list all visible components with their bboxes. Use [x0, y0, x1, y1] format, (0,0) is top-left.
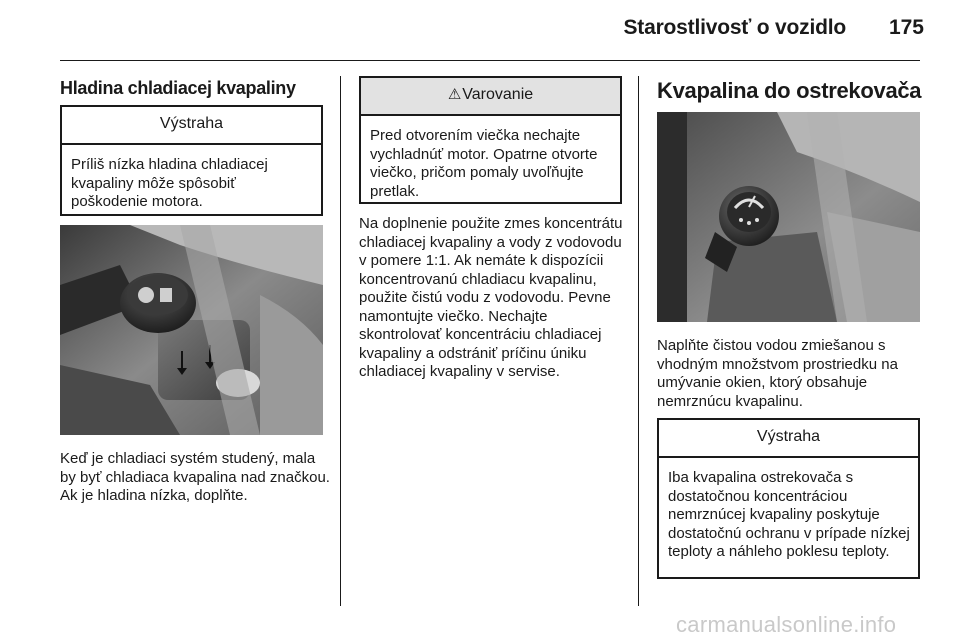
section-title-coolant: Hladina chladiacej kvapaliny	[60, 78, 296, 98]
caution-box-washer	[657, 418, 920, 579]
warning-box-text: Pred otvorením viečka nechajte vychladnúť motor. Opatrne otvorte viečko, pričom pomaly uvoľňujte pretlak.	[370, 127, 598, 200]
page-number: 175	[888, 16, 924, 39]
column-divider-1	[340, 76, 341, 606]
coolant-reservoir-image	[60, 225, 323, 435]
warning-box-title-text: Varovanie	[462, 86, 534, 103]
caution-box-washer-text: Iba kvapalina ostrekovača s dostatočnou koncentráciou nemrznúcej kvapaliny poskytuje dostatočnú ochranu v prípade nízkej teploty a náhleho poklesu teploty.	[668, 469, 910, 560]
washer-fluid-image	[657, 112, 920, 322]
section-title-washer: Kvapalina do ostrekovača	[657, 78, 922, 103]
warning-box-title	[361, 78, 620, 116]
header-title: Starostlivosť o vozidlo	[623, 16, 846, 39]
paragraph-washer-fill: Naplňte čistou vodou zmiešanou s vhodným množstvom prostriedku na umývanie okien, ktorý obsahuje nemrznúcu kvapalinu.	[657, 337, 898, 410]
paragraph-coolant-refill: Na doplnenie použite zmes koncentrátu chladiacej kvapaliny a vody z vodovodu v pomere 1:1. Ak nemáte k dispozícii koncentrovanú chladiacu kvapalinu, použite čistú vodu z vodovodu. Pevne namontujte viečko. Nechajte skontrolovať koncentráciu chladiacej kvapaliny a odstrániť príčinu úniku chladiacej kvapaliny v servise.	[359, 215, 623, 380]
caution-box-washer-title: Výstraha	[659, 420, 918, 458]
warning-box	[359, 76, 622, 204]
column-divider-2	[638, 76, 639, 606]
watermark: carmanualsonline.info	[676, 612, 897, 637]
caution-box-text: Príliš nízka hladina chladiacej kvapaliny môže spôsobiť poškodenie motora.	[71, 156, 268, 210]
paragraph-coolant-level: Keď je chladiaci systém studený, mala by byť chladiaca kvapalina nad značkou. Ak je hladina nízka, doplňte.	[60, 450, 330, 504]
header-rule	[60, 60, 920, 61]
warning-triangle-icon: ⚠	[447, 86, 462, 103]
caution-box-coolant	[60, 105, 323, 216]
caution-box-title: Výstraha	[62, 107, 321, 145]
